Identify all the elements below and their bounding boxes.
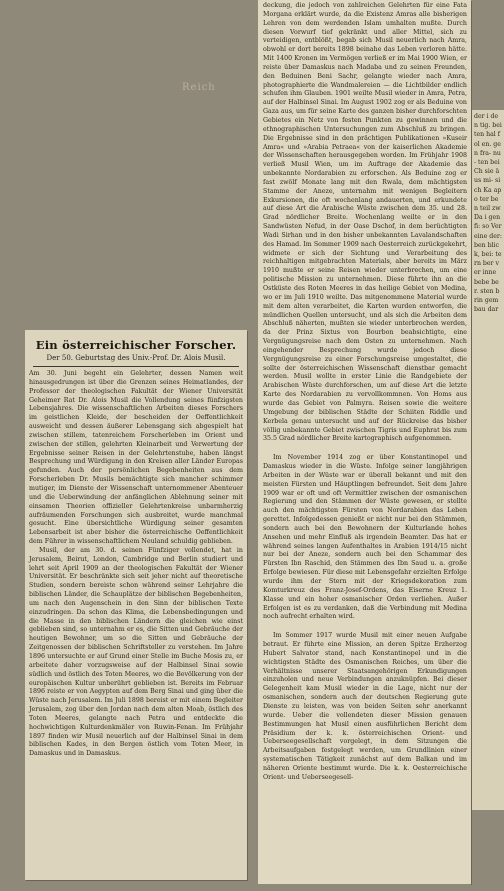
left-paragraph-2: Musil, der am 30. d. seinen Fünfziger vollendet, hat in Jerusalem, Beirut, London, Cambridge und Berlin studiert und lehrt seit April 1909 an der theologischen Fakultät der Wiener Universität. Er beschränkte sich seit jeher nicht auf theoretische Studien, sondern bereiste schon während seiner Lehrjahre die biblischen Länder, die Schauplätze der biblischen Begebenheiten, um nach den Augenschein in den Sinn der biblischen Texte einzudringen. Da schon das Klima, die Lebensbedingungen und die Masse in den biblischen Ländern die gleichen wie einst geblieben sind, so unternahm er es, die Sitten und Gebräuche der heutigen Bewohner, um so die Sitten und Gebräuche der Zeitgenossen der biblischen Schriftsteller zu verstehen. Im Jahre 1896 untersuchte er auf Grund einer Stelle im Buche Mosis zu, er arbeitete daher vorzugsweise auf der Halbinsel Sinai sowie südlich und östlich des Toten Meeres, wo die Bevölkerung von der europäischen Kultur unberührt geblieben ist. Bereits im Februar 1896 reiste er von Aegypten auf dem Berg Sinai und ging über die Wüste nach Jerusalem. Im Juli 1898 bereist er mit einem Begleiter Jerusalem, zog über den Jordan nach dem alten Moab, östlich des Toten Meeres, gelangte nach Petra und entdeckte die hochwichtigen Kulturdenkmäler von Ruwin-Fenan. Im Frühjahr 1897 finden wir Musil neuerlich auf der Halbinsel Sinai in dem biblischen Kades, in den Bergen östlich vom Toten Meer, in Damaskus und in Damaskus. bbox=[29, 546, 243, 758]
backing-page-strip bbox=[470, 110, 504, 810]
clipping-bottom-edge bbox=[258, 884, 471, 891]
backing-header-fragment: Reich bbox=[182, 82, 216, 93]
right-paragraph-2: Im November 1914 zog er über Konstantinopel und Damaskus wieder in die Wüste. Infolge seiner langjährigen Arbeiten in der Wüste war er überall bekannt und mit den meisten Fürsten und Häuptlingen befreundet. Seit dem Jahre 1909 war er oft und oft Vermittler zwischen der osmanischen Regierung und den Stämmen der Wüste gewesen, er stellte auch den mächtigsten Fürsten von Nordarabien das Leben gerettet. Infolgedessen genießt er nicht nur bei den Stämmen, sondern auch bei den Bewohnern der Kulturlande hohes Ansehen und mehr Einfluß als irgendein Beamter. Das hat er während seines langen Aufenthaltes in Arabien 1914/15 nicht nur bei der Aneze, sondern auch bei den Schammar des Fürsten Ibn Raschid, den Stämmen des Ibn Saud u. a. große Erfolge bewiesen. Für diese mit Lebensgefahr erzielten Erfolge wurde ihm der Stern mit der Kriegsdekoration zum Komturkreuz des Franz-Josef-Ordens, das Eiserne Kreuz 1. Klasse und ein hoher osmanischer Orden verliehen. Außer Erfolgen ist es zu verdanken, daß die Verbindung mit Medina noch aufrecht erhalten wird. bbox=[263, 454, 467, 621]
headline-divider bbox=[33, 366, 239, 367]
left-paragraph-1: Am 30. Juni begeht ein Gelehrter, dessen Namen weit hinausgedrungen ist über die Grenzen seines Heimatlandes, der Professor der theologischen Fakultät der Wiener Universität Geheimer Rat Dr. Alois Musil die Vollendung seines fünfzigsten Lebensjahres. Die wissenschaftlichen Arbeiten dieses Forschers im geistlichen Kleide, der bescheiden der Oeffentlichkeit ausweicht und dessen äußerer Lebensgang sich abgespielt hat zwischen stillem, tatenreichem Forscherleben im Orient und zwischen der stillen, gelehrten Kleinarbeit und Verwertung der Ergebnisse seiner Reisen in der Gelehrtenstube, haben längst Besprechung und Würdigung in den Kreisen aller Länder Europas gefunden. Auch der persönlichen Begebenheiten aus dem Forscherleben Dr. Musils bemächtigte sich mancher schimmer mutiger, im Dienste der Wissenschaft unternommener Abenteuer und die Ueberwindung der anfänglichen Ablehnung seiner mit einsamen Theorien offizieller Gelehrtenkreise unbarmherzig aufräumenden Forschungen sich ausbreitet, wurde manchmal gesucht. Eine übersichtliche Würdigung seiner gesamten Lebensarbeit ist aber bisher die österreichische Oeffentlichkeit dem Führer in wissenschaftlichem Neuland schuldig geblieben. bbox=[29, 370, 243, 546]
backing-strip-text: der i den tig. bei ten hal fol en. gen fra- nu- ten bei Ch sie äus mi- sich Ka apo ter ben teil zw Da i gen fi: so Ver eine der: ben blick, bei: tern ber ver inne bebe ber. sten brin gem bau dar bbox=[474, 113, 502, 314]
article-headline: Ein österreichischer Forscher. bbox=[35, 338, 237, 352]
right-paragraph-1: deckung, die jedoch von zahlreichen Gelehrten für eine Fata Morgana erklärt wurde, da die Existenz Amras alle bisherigen Lehren von dem werdenden Islam umhalten mußte. Durch diesen Vorwurf tief gekränkt und aller Mittel, sich zu verteidigen, entblößt, begab sich Musil neuerlich nach Amra, obwohl er dort bereits 1898 beinahe das Leben verloren hätte. Mit 1400 Kronen im Vermögen verließ er im Mai 1900 Wien, er reiste über Damaskus nach Madaba und zu seinen Freunden, den Beduinen Beni Sachr, gelangte wieder nach Amra, photographierte die Wandmalereien — die Lichtbilder endlich schufen ihm Glauben. 1901 weilte Musil wieder in Amra, Petra, auf der Halbinsel Sinai. Im August 1902 zog er als Beduine von Gaza aus, um für seine Karte des ganzen bisher durchforschten Gebietes ein Netz von festen Punkten zu gewinnen und die ethnographischen Untersuchungen zum Abschluß zu bringen. Die Ergebnisse sind in den prächtigen Publikationen »Kuseir Amra« und »Arabia Petraea« von der kaiserlichen Akademie der Wissenschaften herausgegeben worden. Im Frühjahr 1908 verließ Musil Wien, um im Auftrage der Akademie das unbekannte Nordarabien zu erforschen. Als Beduine zog er fast zwölf Monate lang mit den Rwala, dem mächtigsten Stamme der Aneze, unternahm mit wenigen Begleitern Exkursionen, die oft wochenlang andauerten, und erkundete auf diese Art die Arabische Wüste zwischen dem 35. und 28. Grad nördlicher Breite. Wochenlang weilte er in den Sandwüsten Nefud, in der Oase Dschof, in dem berüchtigten Wadi Sirhan und in den bisher unbekannten Lavalandschaften des Hamad. Im Sommer 1909 nach Oesterreich zurückgekehrt, widmete er sich der Sichtung und Verarbeitung des reichhaltigen mitgebrachten Materials, aber bereits im März 1910 mußte er seine Reisen wieder unterbrechen, um eine politische Mission zu unternehmen. Diese führte ihn an die Ostküste des Roten Meeres in das heilige Gebiet von Medina, wo er im Juli 1910 weilte. Das mitgenommene Material wurde mit dem alten verarbeitet, die Karten wurden entworfen, die mündlichen Quellen untersucht, und als sich die Arbeiten dem Abschluß näherten, mußten sie wieder unterbrochen werden, da der Prinz Sixtus von Bourbon beabsichtigte, eine Vergnügungsreise nach dem Osten zu unternehmen. Nach eingehender Besprechung wurde jedoch diese Vergnügungsreise zu einer Forschungsreise umgestaltet, die sollte der österreichischen Wissenschaft dienstbar gemacht werden. Musil wollte in erster Linie die Randgebiete der Arabischen Wüste durchforschen, um auf diese Art die letzte Karte des Nordarabien zu vervollkommnen. Von Homs aus wurde das Gebiet von Palmyra. Reisen sowie die weitere Umgebung der biblischen Städte der Schiiten Riddle und Kerbela genau untersucht und auf der Rückreise das bisher völlig unbekannte Gebiet zwischen Tigris und Euphrat bis zum 35.5 Grad nördlicher Breite kartographisch aufgenommen. bbox=[263, 2, 467, 443]
article-subheadline: Der 50. Geburtstag des Univ.-Prof. Dr. Alois Musil. bbox=[46, 354, 226, 362]
article-clipping-left bbox=[25, 330, 247, 880]
article-clipping-right bbox=[258, 0, 471, 884]
right-paragraph-3: Im Sommer 1917 wurde Musil mit einer neuen Aufgabe betraut. Er führte eine Mission, an deren Spitze Erzherzog Hubert Salvator stand, nach Konstantinopel und in die wichtigsten Städte des Osmanischen Reiches, um über die Verhältnisse unserer Staatsangehörigen Erkundigungen einzuholen und neue Verbindungen anzuknüpfen. Bei dieser Gelegenheit kam Musil wieder in die Lage, nicht nur der osmanischen, sondern auch der deutschen Regierung gute Dienste zu leisten, was von beiden Seiten sehr anerkannt wurde. Ueber die vollendeten dieser Mission genauen Bestimmungen hat Musil einen ausführlichen Bericht dem Präsidium der k. k. österreichischen Orient- und Ueberseegesellschaft vorgelegt, in dem Sitzungen die Arbeitsaufgaben festgelegt werden, um Grundlinien einer systematischen Tätigkeit zunächst auf dem Balkan und im näheren Oriente bestimmt wurde. Die k. k. Oesterreichische Orient- und Ueberseegesell- bbox=[263, 632, 467, 781]
